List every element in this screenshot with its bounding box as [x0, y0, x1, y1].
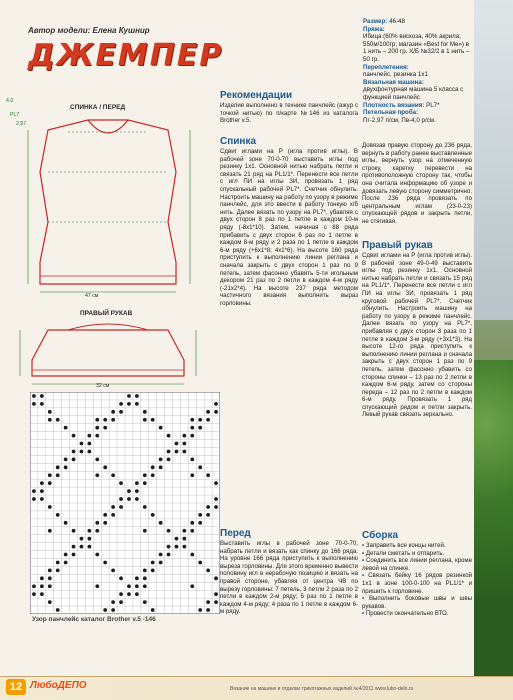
- back-continued-text: Довязав правую сторону до 236 ряда, вернуть в работу ранее выставленные иглы, вернуть узор на отмеченную строку, каретку перевести на противоположную сторону так, чтобы она считала информацию об узоре и довязать левую сторону симметрично. После 236 ряда провязать по центральным иглам (23-0-23) спускающей рядов и закрыть петли, не стягивая.: [362, 142, 473, 225]
- punch-hole: [64, 553, 68, 557]
- punch-hole: [151, 473, 155, 477]
- punch-hole: [198, 426, 202, 430]
- punch-hole: [119, 481, 123, 485]
- punch-hole: [127, 497, 131, 501]
- punch-hole: [40, 576, 44, 580]
- punch-hole: [135, 394, 139, 398]
- punch-hole: [103, 418, 107, 422]
- punch-hole: [32, 394, 36, 398]
- punch-hole: [119, 505, 123, 509]
- punch-hole: [56, 418, 60, 422]
- punch-hole: [119, 600, 123, 604]
- punch-hole: [95, 457, 99, 461]
- punch-hole: [48, 473, 52, 477]
- punch-hole: [95, 521, 99, 525]
- punch-hole: [64, 457, 68, 461]
- punch-hole: [127, 489, 131, 493]
- punch-hole: [40, 489, 44, 493]
- punch-hole: [135, 481, 139, 485]
- punch-hole: [95, 434, 99, 438]
- yarn-label: Пряжа:: [363, 25, 385, 33]
- punch-hole: [175, 537, 179, 541]
- punch-hole: [111, 600, 115, 604]
- punch-hole: [143, 473, 147, 477]
- punch-hole: [190, 584, 194, 588]
- punch-hole: [111, 568, 115, 572]
- punch-hole: [48, 481, 52, 485]
- punch-hole: [111, 608, 115, 612]
- punch-hole: [206, 568, 210, 572]
- punch-hole: [159, 521, 163, 525]
- chart-caption: Узор панчлейс каталог Brother v.5 -146: [32, 616, 156, 623]
- punch-hole: [175, 450, 179, 454]
- punch-hole: [111, 513, 115, 517]
- punch-hole: [127, 394, 131, 398]
- machine-value: двухфонтурная машина 5 класса с функцией панчлейс: [363, 86, 464, 101]
- back-front-schematic: [8, 112, 208, 302]
- density-label: Плотность вязания:: [363, 101, 425, 109]
- punch-hole: [198, 561, 202, 565]
- punch-hole: [119, 576, 123, 580]
- punch-hole: [151, 418, 155, 422]
- punch-hole: [190, 418, 194, 422]
- front-text: Выставить иглы в рабочей зоне 70-0-70, набрать петли и вязать как спинку до 166 ряда. На уровне 166 ряда приступить к выполнению выреза горловины. Для этого временно вывести половину игл в нерабочую позицию и вязать на правой стороне, убавляя от центра ЧВ по вырезу горловины: 7 петель, 3 петли 2 раза по 2 петли в каждом 2-м ряду; 5 раз по 1 петле в каждом 4-м ряду; 4 раза по 1 петле в каждом 6-м ряду.: [220, 540, 358, 616]
- right-sleeve-text: Сдвиг иглами на Р (игла против иглы). В рабочей зоне 49-0-49 выставить иглы под резинку 1х1. Основной нитью набрать петли и связать 15 ряд на PL1/1*. Перенести все петли с игл ПИ на иглы ЗИ, провязать 1 ряд круговой рабочей PL7*. Счетчик обнулить. Настроить машину на работу по узору в режиме панчлейс. Далее вязать по узору на PL7*, прибавляя с двух сторон 3 раза по 1 петле в каждом 3-м ряду (+3х1*3). На высоте 12-го ряда приступить к выполнению линии реглана и сначала закрыть с двух сторон 1 раз по 9 петель, затем фасонно убавить со стороны спинки – 13 раз по 2 петли в каждом 6-м ряду, затем со стороны переда – 12 раз по 2 петли в каждом 6-м ряду. Провязать 1 ряд спускающий рядом и петли закрыть. Левый рукав связать зеркально.: [362, 252, 472, 419]
- punch-hole: [198, 418, 202, 422]
- punch-hole: [87, 442, 91, 446]
- punch-hole: [80, 537, 84, 541]
- punch-hole: [206, 513, 210, 517]
- sample-label: Петельная проба:: [363, 109, 419, 117]
- punch-hole: [182, 434, 186, 438]
- punch-hole: [167, 457, 171, 461]
- punch-hole: [159, 561, 163, 565]
- punch-hole: [119, 410, 123, 414]
- punch-hole: [182, 442, 186, 446]
- punch-hole: [95, 529, 99, 533]
- punch-hole: [87, 537, 91, 541]
- back-title: Спинка: [220, 136, 257, 147]
- punch-hole: [198, 521, 202, 525]
- punch-hole: [182, 545, 186, 549]
- punch-hole: [87, 545, 91, 549]
- recommendations-title: Рекомендации: [220, 90, 293, 101]
- sleeve-width-label: 32 см: [96, 383, 110, 389]
- size-value: 46-48: [389, 18, 405, 25]
- punch-hole: [64, 561, 68, 565]
- punch-hole: [135, 489, 139, 493]
- punch-hole: [111, 505, 115, 509]
- punch-hole: [72, 529, 76, 533]
- machine-label: Вязальная машина:: [363, 78, 424, 86]
- punch-hole: [32, 497, 36, 501]
- punch-hole: [40, 497, 44, 501]
- magazine-brand: ЛюбоДЕПО: [30, 680, 87, 691]
- punch-hole: [214, 505, 218, 509]
- punch-hole: [56, 465, 60, 469]
- punch-hole: [40, 394, 44, 398]
- assembly-title: Сборка: [362, 530, 399, 541]
- punch-hole: [182, 529, 186, 533]
- punch-hole: [103, 521, 107, 525]
- assembly-item: • Заправить все концы нитей.: [362, 542, 446, 549]
- punch-hole: [64, 521, 68, 525]
- punch-hole: [32, 584, 36, 588]
- punch-hole: [143, 529, 147, 533]
- punch-hole: [95, 418, 99, 422]
- punch-hole: [143, 505, 147, 509]
- punch-hole: [32, 402, 36, 406]
- punch-hole: [190, 521, 194, 525]
- author-line: Автор модели: Елена Кушнир: [28, 26, 150, 35]
- punch-hole: [214, 600, 218, 604]
- punch-hole: [135, 497, 139, 501]
- sleeve-label: ПРАВЫЙ РУКАВ: [80, 310, 133, 317]
- punch-hole: [72, 553, 76, 557]
- assembly-list: [362, 542, 472, 618]
- punch-hole: [143, 410, 147, 414]
- punch-hole: [143, 600, 147, 604]
- punch-hole: [206, 410, 210, 414]
- footer-note: Вязание на машине и отделки трикотажных изделий №4/2011 www.lubo-delo.ru: [230, 686, 414, 692]
- sleeve-schematic: [8, 320, 208, 392]
- punch-hole: [48, 576, 52, 580]
- punch-hole: [48, 568, 52, 572]
- punch-hole: [190, 426, 194, 430]
- punch-hole: [72, 545, 76, 549]
- punch-hole: [190, 553, 194, 557]
- punch-hole: [206, 505, 210, 509]
- punch-hole: [40, 584, 44, 588]
- punch-hole: [40, 592, 44, 596]
- right-sleeve-title: Правый рукав: [362, 240, 433, 251]
- punch-hole: [214, 410, 218, 414]
- punch-hole: [127, 592, 131, 596]
- density-value: PL7*: [426, 101, 440, 109]
- punch-hole: [87, 434, 91, 438]
- punch-hole: [127, 584, 131, 588]
- side-top-label: 4.0: [6, 98, 14, 104]
- front-title: Перед: [220, 528, 251, 539]
- punch-hole: [143, 418, 147, 422]
- punch-hole: [190, 473, 194, 477]
- back-front-label: СПИНКА / ПЕРЕД: [70, 104, 126, 111]
- punch-hole: [56, 513, 60, 517]
- punch-hole: [135, 592, 139, 596]
- assembly-item: • Связать бейку 16 рядов резинкой 1х1 в зоне 100-0-100 на PL1/1* и пришить к горловине.: [362, 572, 472, 595]
- punch-hole: [32, 489, 36, 493]
- punch-hole: [135, 402, 139, 406]
- punch-hole: [56, 568, 60, 572]
- punchcard-chart: [30, 392, 220, 614]
- assembly-item: • Детали сметать и отпарить.: [362, 549, 445, 557]
- punch-hole: [48, 529, 52, 533]
- punch-hole: [167, 553, 171, 557]
- yarn-value: Ибица (60% вискоза, 40% акрила; 550м/100гр; магазин «Best for Me») в 1 нить – 200 гр. Х/Б №32/2 в 1 нить – 50 гр.: [363, 33, 470, 63]
- punch-hole: [80, 442, 84, 446]
- punch-hole: [135, 576, 139, 580]
- punch-hole: [206, 608, 210, 612]
- punch-hole: [56, 473, 60, 477]
- punch-hole: [40, 402, 44, 406]
- punch-hole: [175, 545, 179, 549]
- punch-hole: [190, 457, 194, 461]
- punch-hole: [95, 584, 99, 588]
- punch-hole: [214, 497, 218, 501]
- punch-hole: [143, 481, 147, 485]
- punch-hole: [119, 497, 123, 501]
- punch-hole: [103, 561, 107, 565]
- side-pl-label: PL7: [10, 112, 20, 118]
- punch-hole: [198, 513, 202, 517]
- punch-hole: [48, 584, 52, 588]
- punch-hole: [111, 473, 115, 477]
- punch-hole: [87, 450, 91, 454]
- punch-hole: [48, 505, 52, 509]
- punch-hole: [64, 426, 68, 430]
- punch-hole: [143, 584, 147, 588]
- punch-hole: [143, 576, 147, 580]
- width-bottom-label: 47 см: [85, 293, 99, 299]
- assembly-item: • Выполнить боковые швы и швы рукавов.: [362, 595, 472, 610]
- punch-hole: [151, 608, 155, 612]
- punch-hole: [127, 402, 131, 406]
- punch-hole: [214, 576, 218, 580]
- punch-hole: [190, 434, 194, 438]
- meta-info: [363, 18, 473, 124]
- punch-hole: [95, 553, 99, 557]
- punch-hole: [103, 513, 107, 517]
- punch-hole: [95, 426, 99, 430]
- punch-hole: [159, 465, 163, 469]
- punch-hole: [48, 600, 52, 604]
- punch-hole: [143, 568, 147, 572]
- punch-hole: [167, 529, 171, 533]
- punch-hole: [80, 545, 84, 549]
- punch-hole: [135, 584, 139, 588]
- punch-hole: [103, 608, 107, 612]
- punch-hole: [167, 434, 171, 438]
- punch-hole: [214, 592, 218, 596]
- punch-hole: [119, 592, 123, 596]
- assembly-item: • Провести окончательно ВТО.: [362, 610, 449, 618]
- photo-foliage: [474, 360, 513, 676]
- punch-hole: [119, 402, 123, 406]
- punch-hole: [151, 513, 155, 517]
- punch-hole: [214, 481, 218, 485]
- weave-label: Переплетения:: [363, 63, 409, 71]
- punch-hole: [182, 537, 186, 541]
- punch-hole: [72, 450, 76, 454]
- recommendations-text: Изделие выполнено в технике панчлейс (ажур с точкой нитью) по п/карте №146 из каталога Brother v.5.: [220, 102, 358, 125]
- punch-hole: [198, 465, 202, 469]
- punch-hole: [175, 442, 179, 446]
- punch-hole: [56, 561, 60, 565]
- page-number: 12: [6, 679, 26, 695]
- assembly-item: • Соединить все линии реглана, кроме левой на спинке.: [362, 557, 472, 572]
- punch-hole: [56, 608, 60, 612]
- punch-hole: [48, 418, 52, 422]
- punch-hole: [95, 473, 99, 477]
- punch-hole: [64, 465, 68, 469]
- punch-hole: [159, 553, 163, 557]
- punch-hole: [206, 418, 210, 422]
- punch-hole: [151, 561, 155, 565]
- sample-value: Пг-2,97 п/см, Пв-4,0 р/см.: [363, 116, 436, 124]
- photo-wall: [474, 0, 513, 320]
- punch-hole: [72, 457, 76, 461]
- punch-hole: [190, 529, 194, 533]
- size-label: Размер:: [363, 18, 388, 25]
- page-title: ДЖЕМПЕР: [28, 38, 224, 73]
- punch-hole: [198, 608, 202, 612]
- side-297-label: 2,97: [16, 121, 27, 127]
- punch-hole: [182, 450, 186, 454]
- punch-hole: [80, 450, 84, 454]
- punch-hole: [48, 410, 52, 414]
- punch-hole: [87, 529, 91, 533]
- garment-photo-strip: [474, 0, 513, 676]
- punch-hole: [111, 418, 115, 422]
- punch-hole: [206, 600, 210, 604]
- punch-hole: [159, 426, 163, 430]
- punch-hole: [151, 568, 155, 572]
- punch-hole: [72, 434, 76, 438]
- punch-hole: [167, 545, 171, 549]
- punch-hole: [159, 457, 163, 461]
- punch-hole: [206, 473, 210, 477]
- punch-hole: [32, 592, 36, 596]
- back-text: Сдвиг иглами на Р (игла против иглы). В рабочей зоне 70-0-70 выставить иглы под резинку 1х1. Основной нитью набрать петли и связать 21 ряд на PL1/1*. Перенести все петли с игл ПИ на иглы ЗИ, провязать 1 ряд спускальный рабочей PL7*. Счетчик обнулить. Настроить машину на работу по узору в режиме панчлейс, для это ввести в работу тонкую х/б нить. Далее вязать по узору на PL7*, убавляя с двух сторон 8 раз по 1 петле в каждом 10-м ряду (-8х1*10). Затем, начиная с 88 ряда прибавить с двух сторон 6 раз по 1 петле в каждом 8-м ряду и 2 раза по 1 петле в каждом 6-м ряду (+6х1*8; 4х1*6). На высоте 160 ряда приступить к выполнению линии реглана и сначала закрыть с двух сторон 1 раз по 9 петель, затем фасонно убавить 5-ти игольным декором 21 раз по 2 петли в каждом 4-м ряду (-21х2*4). На высоте 237 ряда методом частичного вязания выполнить выраз горловины.: [220, 148, 358, 307]
- punch-hole: [111, 410, 115, 414]
- punch-hole: [103, 465, 107, 469]
- punch-hole: [151, 465, 155, 469]
- punch-hole: [103, 426, 107, 430]
- weave-value: панчлейс, резинка 1х1: [363, 71, 428, 79]
- punch-hole: [214, 402, 218, 406]
- punch-hole: [167, 450, 171, 454]
- punch-hole: [40, 481, 44, 485]
